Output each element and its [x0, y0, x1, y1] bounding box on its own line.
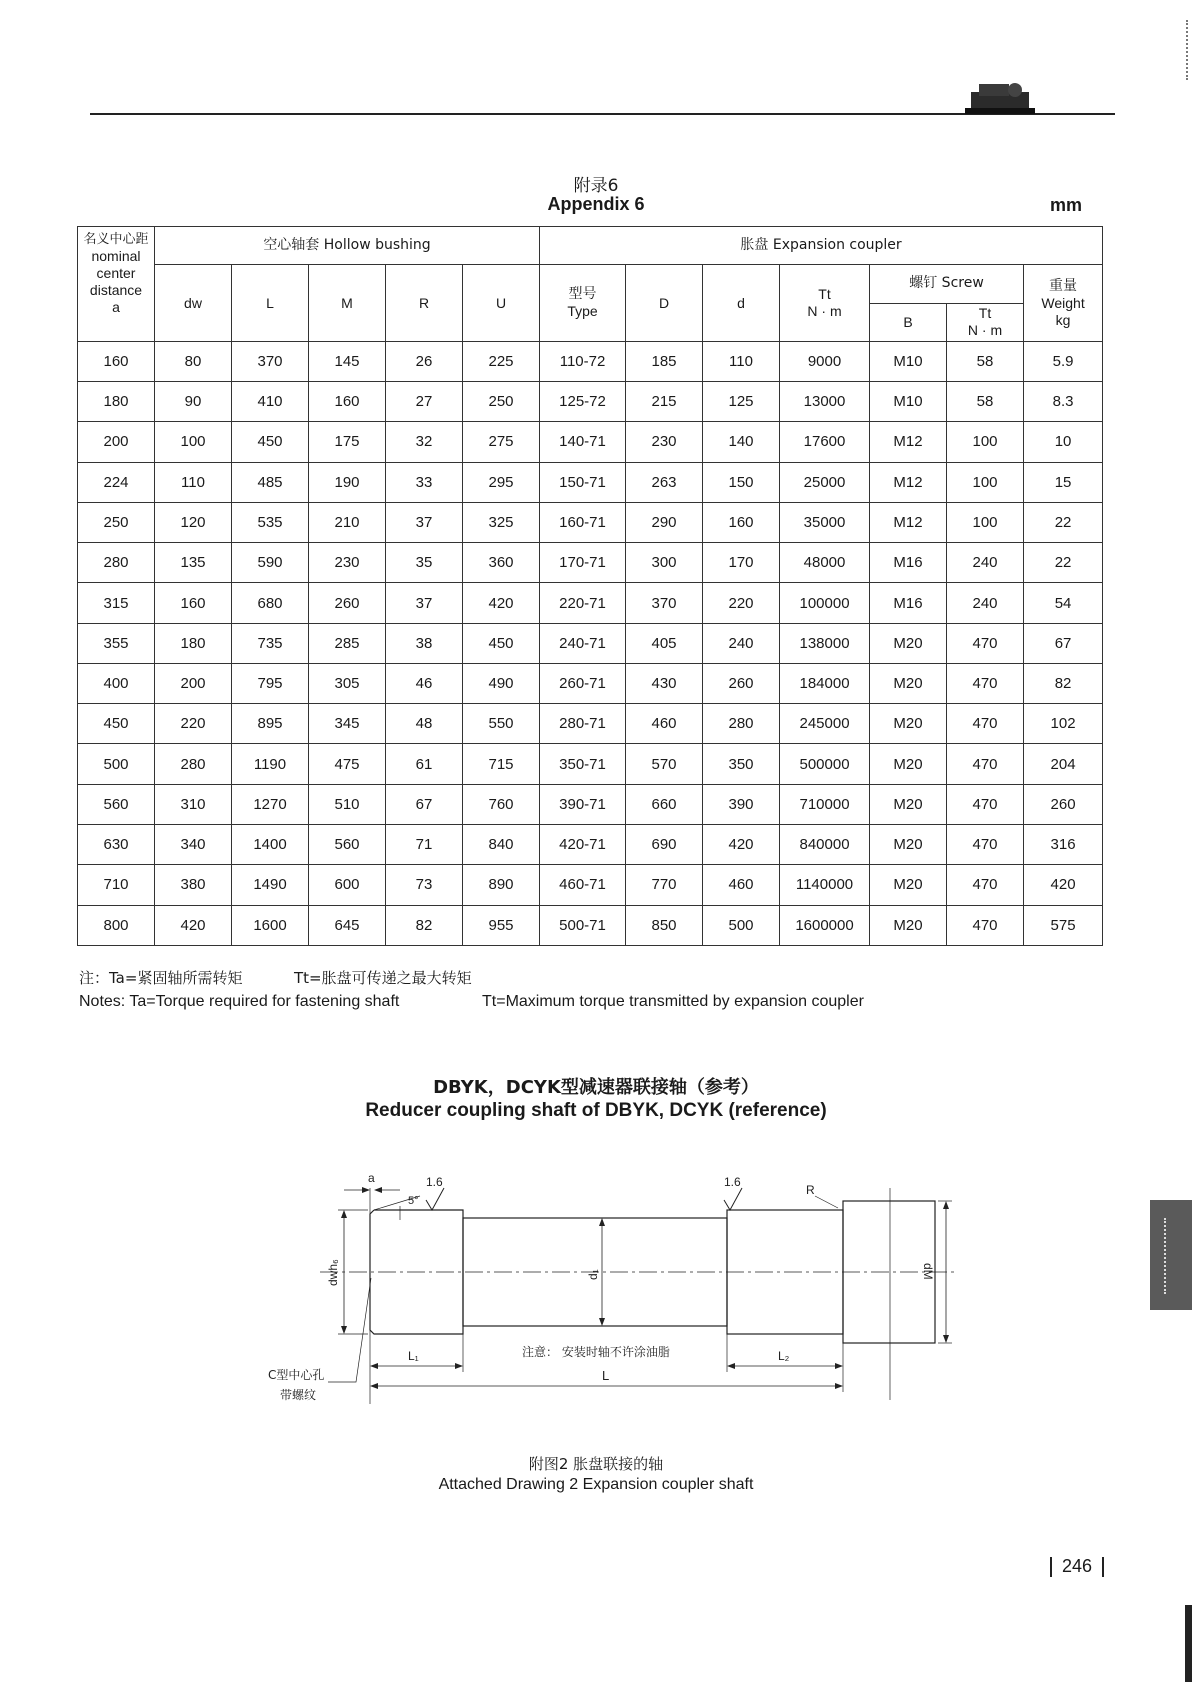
table-cell: 180 [78, 382, 155, 422]
table-cell: 275 [463, 422, 540, 462]
table-cell: 250 [463, 382, 540, 422]
label-center-hole: C型中心孔 [268, 1368, 325, 1382]
table-cell: 48000 [780, 543, 870, 583]
table-cell: 110 [155, 462, 232, 502]
table-cell: 710 [78, 865, 155, 905]
table-cell: 102 [1024, 704, 1103, 744]
table-cell: 245000 [780, 704, 870, 744]
drawing-note: 注意： 安装时轴不许涂油脂 [522, 1345, 670, 1359]
table-cell: 500-71 [540, 905, 626, 945]
table-cell: 450 [463, 623, 540, 663]
table-cell: 22 [1024, 502, 1103, 542]
table-cell: 230 [309, 543, 386, 583]
figure-caption-cn: 附图2 胀盘联接的轴 [528, 1455, 664, 1473]
table-cell: 430 [626, 663, 703, 703]
header-type: 型号 Type [540, 265, 626, 342]
table-cell: 1400 [232, 824, 309, 864]
table-cell: 500 [703, 905, 780, 945]
table-cell: 82 [1024, 663, 1103, 703]
table-cell: 220 [155, 704, 232, 744]
table-cell: 420 [1024, 865, 1103, 905]
table-cell: 800 [78, 905, 155, 945]
label-R: R [806, 1183, 815, 1197]
table-cell: 285 [309, 623, 386, 663]
table-cell: 350 [703, 744, 780, 784]
table-cell: 370 [626, 583, 703, 623]
table-cell: 390-71 [540, 784, 626, 824]
table-cell: 630 [78, 824, 155, 864]
table-cell: 204 [1024, 744, 1103, 784]
note-en-ta: Notes: Ta=Torque required for fastening shaft [79, 993, 400, 1010]
table-cell: 100 [155, 422, 232, 462]
header-tt: Tt N · m [780, 265, 870, 342]
table-cell: 73 [386, 865, 463, 905]
table-cell: 1140000 [780, 865, 870, 905]
table-cell: 110-72 [540, 341, 626, 381]
table-cell: 100 [947, 502, 1024, 542]
table-cell: 1190 [232, 744, 309, 784]
table-cell: 760 [463, 784, 540, 824]
table-cell: 54 [1024, 583, 1103, 623]
table-cell: 1270 [232, 784, 309, 824]
header-hollow-bushing: 空心轴套 Hollow bushing [155, 227, 540, 265]
table-cell: 263 [626, 462, 703, 502]
table-cell: 450 [78, 704, 155, 744]
table-cell: 890 [463, 865, 540, 905]
table-cell: 420 [463, 583, 540, 623]
table-cell: 300 [626, 543, 703, 583]
label-a: a [368, 1171, 375, 1185]
table-cell: 470 [947, 865, 1024, 905]
table-cell: 290 [626, 502, 703, 542]
table-cell: 58 [947, 341, 1024, 381]
table-cell: 145 [309, 341, 386, 381]
table-cell: 67 [386, 784, 463, 824]
table-cell: M20 [870, 824, 947, 864]
table-cell: 470 [947, 744, 1024, 784]
edge-dots [1186, 20, 1192, 80]
table-row [78, 663, 1103, 703]
shaft-drawing [240, 1160, 960, 1420]
table-cell: 645 [309, 905, 386, 945]
table-cell: 215 [626, 382, 703, 422]
table-cell: 405 [626, 623, 703, 663]
table-cell: 1600000 [780, 905, 870, 945]
table-cell: 500 [78, 744, 155, 784]
table-cell: 46 [386, 663, 463, 703]
table-cell: 170 [703, 543, 780, 583]
table-cell: 380 [155, 865, 232, 905]
table-cell: 26 [386, 341, 463, 381]
table-cell: 510 [309, 784, 386, 824]
note-en-tt: Tt=Maximum torque transmitted by expansion coupler [482, 993, 864, 1010]
label-L: L [602, 1368, 610, 1383]
table-cell: 110 [703, 341, 780, 381]
table-cell: 470 [947, 623, 1024, 663]
table-cell: 535 [232, 502, 309, 542]
table-cell: 80 [155, 341, 232, 381]
table-cell: 310 [155, 784, 232, 824]
table-cell: 37 [386, 583, 463, 623]
table-cell: 250 [78, 502, 155, 542]
table-cell: 470 [947, 905, 1024, 945]
table-cell: 15 [1024, 462, 1103, 502]
table-cell: 37 [386, 502, 463, 542]
table-cell: 22 [1024, 543, 1103, 583]
table-cell: 138000 [780, 623, 870, 663]
table-cell: 475 [309, 744, 386, 784]
notes-en [79, 993, 864, 1011]
table-row [78, 905, 1103, 945]
table-cell: 280-71 [540, 704, 626, 744]
table-cell: 325 [463, 502, 540, 542]
table-cell: 240 [703, 623, 780, 663]
appendix-title-en: Appendix 6 [547, 194, 645, 214]
table-cell: 715 [463, 744, 540, 784]
header-D: D [626, 265, 703, 342]
header-d: d [703, 265, 780, 342]
table-row [78, 744, 1103, 784]
table-cell: 260-71 [540, 663, 626, 703]
table-cell: 305 [309, 663, 386, 703]
table-cell: 316 [1024, 824, 1103, 864]
table-cell: 460 [703, 865, 780, 905]
table-cell: M20 [870, 905, 947, 945]
table-row [78, 623, 1103, 663]
table-cell: 360 [463, 543, 540, 583]
table-cell: 35000 [780, 502, 870, 542]
label-dM: dM [921, 1263, 935, 1280]
table-cell: 13000 [780, 382, 870, 422]
table-cell: 184000 [780, 663, 870, 703]
table-cell: 795 [232, 663, 309, 703]
label-L2: L₂ [778, 1349, 790, 1363]
table-cell: 220 [703, 583, 780, 623]
table-cell: 840000 [780, 824, 870, 864]
header-screw-tt: Tt N · m [947, 303, 1024, 341]
table-cell: 225 [463, 341, 540, 381]
table-row [78, 583, 1103, 623]
edge-mark [1185, 1605, 1192, 1682]
table-cell: 150-71 [540, 462, 626, 502]
table-cell: 390 [703, 784, 780, 824]
table-cell: 230 [626, 422, 703, 462]
table-cell: 135 [155, 543, 232, 583]
table-cell: 17600 [780, 422, 870, 462]
table-row [78, 784, 1103, 824]
table-cell: 280 [78, 543, 155, 583]
table-cell: 125 [703, 382, 780, 422]
table-cell: 5.9 [1024, 341, 1103, 381]
header-expansion-coupler: 胀盘 Expansion coupler [540, 227, 1103, 265]
table-cell: 590 [232, 543, 309, 583]
table-row [78, 341, 1103, 381]
note-cn-ta: 注：Ta=紧固轴所需转矩 [79, 969, 243, 987]
table-row [78, 422, 1103, 462]
table-cell: M20 [870, 663, 947, 703]
note-cn-tt: Tt=胀盘可传递之最大转矩 [294, 969, 472, 987]
table-cell: 470 [947, 824, 1024, 864]
chapter-tab [1150, 1200, 1192, 1310]
table-cell: 735 [232, 623, 309, 663]
table-cell: 680 [232, 583, 309, 623]
table-row [78, 382, 1103, 422]
table-cell: 420 [155, 905, 232, 945]
table-cell: 370 [232, 341, 309, 381]
header-screw: 螺钉 Screw [870, 265, 1024, 303]
table-cell: 410 [232, 382, 309, 422]
table-cell: 190 [309, 462, 386, 502]
table-cell: 200 [78, 422, 155, 462]
table-row [78, 704, 1103, 744]
table-cell: 575 [1024, 905, 1103, 945]
table-cell: 485 [232, 462, 309, 502]
table-cell: 67 [1024, 623, 1103, 663]
table-cell: 260 [309, 583, 386, 623]
table-cell: 150 [703, 462, 780, 502]
table-cell: 570 [626, 744, 703, 784]
table-row [78, 824, 1103, 864]
table-cell: 260 [703, 663, 780, 703]
label-d1: d₁ [586, 1269, 600, 1280]
table-cell: 140-71 [540, 422, 626, 462]
table-cell: 160 [309, 382, 386, 422]
table-cell: 710000 [780, 784, 870, 824]
table-cell: 240 [947, 583, 1024, 623]
table-cell: M16 [870, 543, 947, 583]
table-cell: 82 [386, 905, 463, 945]
table-cell: 690 [626, 824, 703, 864]
reducer-logo-icon [965, 78, 1035, 118]
table-cell: 61 [386, 744, 463, 784]
table-cell: 560 [78, 784, 155, 824]
table-cell: 345 [309, 704, 386, 744]
table-cell: 90 [155, 382, 232, 422]
label-L1: L₁ [408, 1349, 419, 1363]
table-row [78, 502, 1103, 542]
notes-cn [79, 967, 472, 988]
table-cell: M20 [870, 784, 947, 824]
table-cell: M12 [870, 502, 947, 542]
table-cell: 240 [947, 543, 1024, 583]
table-cell: 48 [386, 704, 463, 744]
table-cell: M20 [870, 865, 947, 905]
table-cell: 240-71 [540, 623, 626, 663]
table-cell: M16 [870, 583, 947, 623]
header-dw: dw [155, 265, 232, 342]
label-dwh6: dwh₆ [326, 1259, 340, 1286]
label-center-hole-thread: 带螺纹 [280, 1388, 317, 1402]
table-cell: 470 [947, 704, 1024, 744]
section-title-en: Reducer coupling shaft of DBYK, DCYK (reference) [365, 1100, 827, 1121]
table-cell: 35 [386, 543, 463, 583]
table-cell: 38 [386, 623, 463, 663]
table-cell: 220-71 [540, 583, 626, 623]
header-M: M [309, 265, 386, 342]
header-U: U [463, 265, 540, 342]
table-row [78, 543, 1103, 583]
table-cell: M20 [870, 744, 947, 784]
table-cell: 120 [155, 502, 232, 542]
table-cell: 175 [309, 422, 386, 462]
table-cell: 100 [947, 462, 1024, 502]
table-cell: 460-71 [540, 865, 626, 905]
header-R: R [386, 265, 463, 342]
figure-caption-en: Attached Drawing 2 Expansion coupler shaft [438, 1476, 754, 1493]
table-cell: M12 [870, 462, 947, 502]
table-cell: 160 [78, 341, 155, 381]
table-cell: 955 [463, 905, 540, 945]
table-cell: 185 [626, 341, 703, 381]
table-cell: 420 [703, 824, 780, 864]
table-cell: 840 [463, 824, 540, 864]
table-cell: 420-71 [540, 824, 626, 864]
table-cell: 280 [155, 744, 232, 784]
table-cell: 58 [947, 382, 1024, 422]
table-cell: 224 [78, 462, 155, 502]
table-cell: M10 [870, 382, 947, 422]
label-5deg: 5° [408, 1195, 419, 1207]
table-cell: 160 [155, 583, 232, 623]
table-cell: 1600 [232, 905, 309, 945]
header-center-distance: 名义中心距 nominal center distance a [78, 227, 155, 342]
table-cell: 355 [78, 623, 155, 663]
header-rule [90, 113, 1115, 115]
table-cell: 460 [626, 704, 703, 744]
page-number: 246 [1040, 1556, 1114, 1577]
label-roughness-right: 1.6 [724, 1175, 741, 1189]
table-cell: 450 [232, 422, 309, 462]
header-weight: 重量 Weight kg [1024, 265, 1103, 342]
table-cell: M10 [870, 341, 947, 381]
table-cell: 470 [947, 663, 1024, 703]
table-cell: 9000 [780, 341, 870, 381]
table-cell: 160-71 [540, 502, 626, 542]
table-cell: 340 [155, 824, 232, 864]
table-cell: 1490 [232, 865, 309, 905]
table-cell: 260 [1024, 784, 1103, 824]
label-roughness-left: 1.6 [426, 1175, 443, 1189]
table-cell: M20 [870, 704, 947, 744]
header-screw-B: B [870, 303, 947, 341]
table-cell: 100 [947, 422, 1024, 462]
section-title-cn: DBYK，DCYK型减速器联接轴（参考） [433, 1077, 759, 1098]
table-cell: 500000 [780, 744, 870, 784]
table-cell: 895 [232, 704, 309, 744]
header-L: L [232, 265, 309, 342]
table-cell: 160 [703, 502, 780, 542]
table-cell: 210 [309, 502, 386, 542]
table-cell: 170-71 [540, 543, 626, 583]
table-cell: 550 [463, 704, 540, 744]
table-cell: 140 [703, 422, 780, 462]
table-cell: 200 [155, 663, 232, 703]
table-cell: 470 [947, 784, 1024, 824]
table-cell: 71 [386, 824, 463, 864]
table-cell: 400 [78, 663, 155, 703]
table-cell: 125-72 [540, 382, 626, 422]
unit-label: mm [1050, 195, 1083, 215]
table-cell: 560 [309, 824, 386, 864]
table-cell: 180 [155, 623, 232, 663]
table-cell: 8.3 [1024, 382, 1103, 422]
table-cell: 660 [626, 784, 703, 824]
table-row [78, 865, 1103, 905]
table-cell: 25000 [780, 462, 870, 502]
table-cell: 350-71 [540, 744, 626, 784]
table-cell: 490 [463, 663, 540, 703]
table-cell: 295 [463, 462, 540, 502]
table-cell: 10 [1024, 422, 1103, 462]
table-cell: M20 [870, 623, 947, 663]
table-cell: 100000 [780, 583, 870, 623]
table-cell: 600 [309, 865, 386, 905]
table-cell: 315 [78, 583, 155, 623]
table-cell: 33 [386, 462, 463, 502]
table-cell: 27 [386, 382, 463, 422]
table-cell: 770 [626, 865, 703, 905]
table-cell: 32 [386, 422, 463, 462]
spec-table [77, 226, 1103, 946]
table-row [78, 462, 1103, 502]
table-cell: 850 [626, 905, 703, 945]
appendix-title-cn: 附录6 [573, 176, 619, 196]
table-cell: M12 [870, 422, 947, 462]
table-cell: 280 [703, 704, 780, 744]
